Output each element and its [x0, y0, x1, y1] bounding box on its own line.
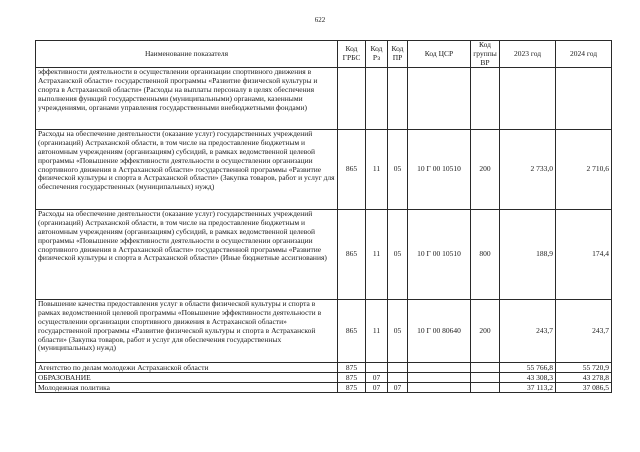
row-name: эффективности деятельности в осуществлении организации спортивного движения в Астраханской области» государственной программы «Развитие физической культуры и спорта в Астраханской области» (Расходы на выплаты персоналу в целях обеспечения выполнения функций государственными (муниципальными) органами, казенными учреждениями, органами управления государственными внебюджетными фондами): [36, 68, 338, 130]
row-grbs: 875: [338, 363, 366, 373]
row-vr: 200: [471, 130, 500, 210]
row-csr: 10 Г 00 10510: [408, 210, 471, 300]
row-grbs: 875: [338, 373, 366, 383]
row-pr: 05: [388, 210, 408, 300]
row-pr: [388, 373, 408, 383]
row-2023: 37 113,2: [500, 383, 556, 393]
row-rz: 07: [366, 383, 388, 393]
row-csr: [408, 373, 471, 383]
header-pr: Код ПР: [388, 41, 408, 68]
header-name: Наименование показателя: [36, 41, 338, 68]
header-grbs: Код ГРБС: [338, 41, 366, 68]
row-name: Повышение качества предоставления услуг в области физической культуры и спорта в рамках ведомственной целевой программы «Повышение эффективности деятельности в осуществлении организации спортивного движения в Астраханской области» государственной программы «Развитие физической культуры и спорта в Астраханской области» (Закупка товаров, работ и услуг для обеспечения государственных (муниципальных) нужд): [36, 300, 338, 363]
table-row: [36, 210, 612, 300]
row-2023: [500, 68, 556, 130]
row-pr: [388, 68, 408, 130]
row-2023: 2 733,0: [500, 130, 556, 210]
row-2024: 43 278,8: [556, 373, 612, 383]
row-grbs: 875: [338, 383, 366, 393]
row-csr: 10 Г 00 10510: [408, 130, 471, 210]
row-rz: [366, 68, 388, 130]
row-name: Молодежная политика: [36, 383, 338, 393]
table-row: [36, 68, 612, 130]
table-row: [36, 383, 612, 393]
row-name: Агентство по делам молодежи Астраханской области: [36, 363, 338, 373]
page-number: 622: [314, 16, 326, 24]
row-pr: [388, 363, 408, 373]
row-vr: 200: [471, 300, 500, 363]
row-rz: 11: [366, 210, 388, 300]
row-grbs: [338, 68, 366, 130]
row-2023: 243,7: [500, 300, 556, 363]
row-2023: 43 308,3: [500, 373, 556, 383]
row-grbs: 865: [338, 300, 366, 363]
row-2024: 174,4: [556, 210, 612, 300]
header-csr: Код ЦСР: [408, 41, 471, 68]
row-name: ОБРАЗОВАНИЕ: [36, 373, 338, 383]
table-row: [36, 373, 612, 383]
row-vr: [471, 383, 500, 393]
header-2023: 2023 год: [500, 41, 556, 68]
header-rz: Код Рз: [366, 41, 388, 68]
table-row: [36, 130, 612, 210]
row-2024: 243,7: [556, 300, 612, 363]
row-2024: [556, 68, 612, 130]
row-pr: 07: [388, 383, 408, 393]
row-2023: 55 766,8: [500, 363, 556, 373]
table-header-row: [36, 41, 612, 68]
row-2024: 55 720,9: [556, 363, 612, 373]
row-rz: 07: [366, 373, 388, 383]
row-grbs: 865: [338, 130, 366, 210]
row-csr: [408, 363, 471, 373]
row-2023: 188,9: [500, 210, 556, 300]
row-csr: [408, 383, 471, 393]
table-row: [36, 300, 612, 363]
row-vr: [471, 363, 500, 373]
row-vr: [471, 68, 500, 130]
row-rz: 11: [366, 300, 388, 363]
budget-table: [35, 40, 612, 393]
row-vr: 800: [471, 210, 500, 300]
row-csr: [408, 68, 471, 130]
row-2024: 2 710,6: [556, 130, 612, 210]
row-rz: [366, 363, 388, 373]
row-2024: 37 086,5: [556, 383, 612, 393]
header-2024: 2024 год: [556, 41, 612, 68]
row-name: Расходы на обеспечение деятельности (оказание услуг) государственных учреждений (организаций) Астраханской области, в том числе на предоставление бюджетным и автономным учреждениям (организациям) субсидий, в рамках ведомственной целевой программы «Повышение эффективности деятельности в осуществлении организации спортивного движения в Астраханской области» государственной программы «Развитие физической культуры и спорта в Астраханской области» (Иные бюджетные ассигнования): [36, 210, 338, 300]
row-pr: 05: [388, 300, 408, 363]
row-pr: 05: [388, 130, 408, 210]
row-name: Расходы на обеспечение деятельности (оказание услуг) государственных учреждений (организаций) Астраханской области, в том числе на предоставление бюджетным и автономным учреждениям (организациям) субсидий, в рамках ведомственной целевой программы «Повышение эффективности деятельности в осуществлении организации спортивного движения в Астраханской области» государственной программы «Развитие физической культуры и спорта в Астраханской области» (Закупка товаров, работ и услуг для обеспечения государственных (муниципальных) нужд): [36, 130, 338, 210]
header-vr: Код группы ВР: [471, 41, 500, 68]
row-rz: 11: [366, 130, 388, 210]
row-grbs: 865: [338, 210, 366, 300]
table-row: [36, 363, 612, 373]
row-csr: 10 Г 00 80640: [408, 300, 471, 363]
row-vr: [471, 373, 500, 383]
